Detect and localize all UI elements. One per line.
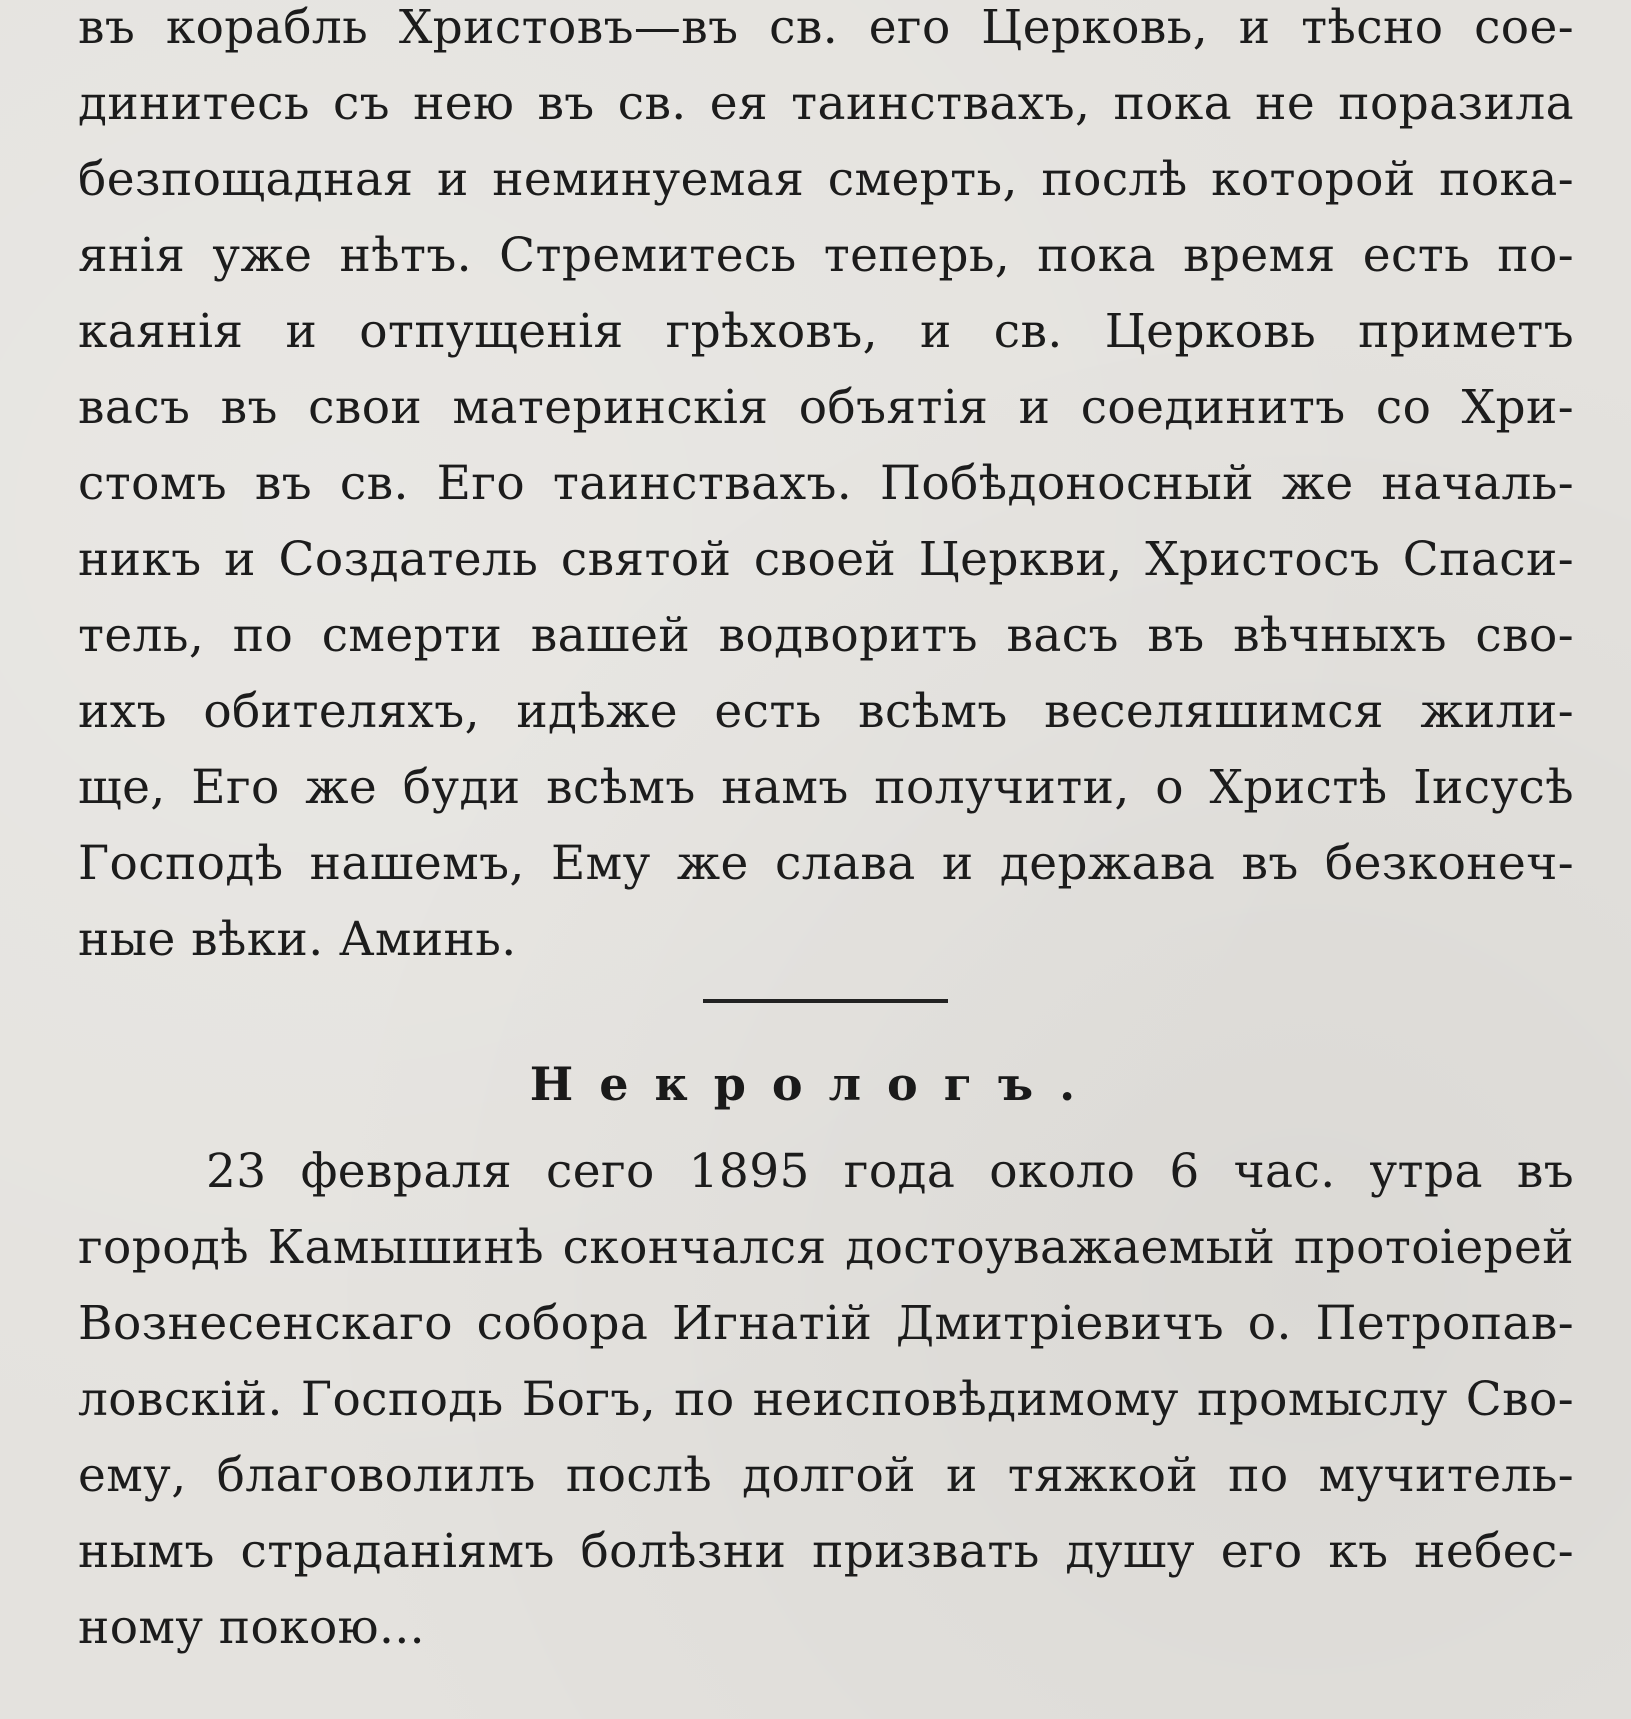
text-line: васъ въ свои материнскія объятія и соединитъ со Хри-	[78, 380, 1574, 435]
obituary-title: Некрологъ.	[529, 1057, 1102, 1111]
text-line: безпощадная и неминуемая смерть, послѣ которой пока-	[78, 152, 1574, 207]
text-line: каянія и отпущенія грѣховъ, и св. Церковь приметъ	[78, 304, 1574, 359]
text-line: стомъ въ св. Его таинствахъ. Побѣдоносный же началь-	[78, 456, 1574, 511]
section-divider	[703, 999, 948, 1003]
text-line: Господѣ нашемъ, Ему же слава и держава въ безконеч-	[78, 836, 1574, 891]
text-line: ные вѣки. Аминь.	[78, 912, 517, 967]
sermon-ending-text	[78, 0, 1574, 978]
text-line: динитесь съ нею въ св. ея таинствахъ, пока не поразила	[78, 76, 1574, 131]
obituary-text	[78, 1134, 1574, 1666]
text-line: ему, благоволилъ послѣ долгой и тяжкой по мучитель-	[78, 1448, 1574, 1503]
text-line: ще, Его же буди всѣмъ намъ получити, о Христѣ Іисусѣ	[78, 760, 1574, 815]
text-line: нымъ страданіямъ болѣзни призвать душу его къ небес-	[78, 1524, 1574, 1579]
text-line: въ корабль Христовъ—въ св. его Церковь, и тѣсно сое-	[78, 0, 1574, 55]
text-line: ихъ обителяхъ, идѣже есть всѣмъ веселяшимся жили-	[78, 684, 1574, 739]
text-line: ному покою...	[78, 1600, 426, 1655]
text-line: ловскій. Господь Богъ, по неисповѣдимому промыслу Сво-	[78, 1372, 1574, 1427]
text-line: тель, по смерти вашей водворитъ васъ въ вѣчныхъ сво-	[78, 608, 1574, 663]
text-line: янія уже нѣтъ. Стремитесь теперь, пока время есть по-	[78, 228, 1574, 283]
text-line: Вознесенскаго собора Игнатій Дмитріевичъ о. Петропав-	[78, 1296, 1574, 1351]
text-line: 23 февраля сего 1895 года около 6 час. утра въ	[206, 1144, 1574, 1199]
text-line: никъ и Создатель святой своей Церкви, Христосъ Спаси-	[78, 532, 1574, 587]
text-line: городѣ Камышинѣ скончался достоуважаемый протоіерей	[78, 1220, 1574, 1275]
